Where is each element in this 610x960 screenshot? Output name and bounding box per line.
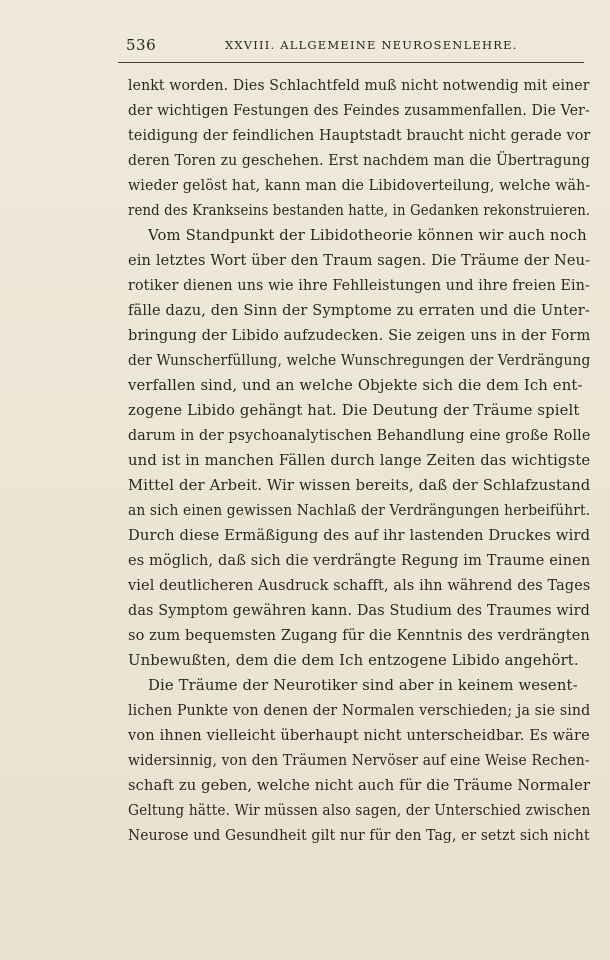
text-line: schaft zu geben, welche nicht auch für die Träume Normaler [128, 777, 591, 794]
text-line: es möglich, daß sich die verdrängte Regung im Traume einen [128, 552, 591, 569]
text-line: das Symptom gewähren kann. Das Studium des Traumes wird [128, 602, 590, 619]
text-line: der wichtigen Festungen des Feindes zusammenfallen. Die Ver- [128, 102, 590, 119]
text-line: darum in der psychoanalytischen Behandlung eine große Rolle [128, 427, 591, 444]
text-line: Durch diese Ermäßigung des auf ihr lastenden Druckes wird [128, 527, 591, 544]
text-line: und ist in manchen Fällen durch lange Zeiten das wichtigste [128, 452, 591, 469]
text-line: Die Träume der Neurotiker sind aber in keinem wesent- [148, 677, 578, 694]
text-line: teidigung der feindlichen Hauptstadt braucht nicht gerade vor [128, 127, 591, 144]
text-line: rend des Krankseins bestanden hatte, in Gedanken rekonstruieren. [128, 202, 591, 219]
text-line: wieder gelöst hat, kann man die Libidoverteilung, welche wäh- [128, 177, 591, 194]
text-line: viel deutlicheren Ausdruck schafft, als ihn während des Tages [128, 577, 591, 594]
page-header [120, 36, 582, 60]
text-line: Vom Standpunkt der Libidotheorie können wir auch noch [148, 227, 587, 244]
text-line: Neurose und Gesundheit gilt nur für den Tag, er setzt sich nicht [128, 827, 590, 844]
text-line: rotiker dienen uns wie ihre Fehlleistungen und ihre freien Ein- [128, 277, 591, 294]
text-line: lichen Punkte von denen der Normalen verschieden; ja sie sind [128, 702, 591, 719]
text-line: deren Toren zu geschehen. Erst nachdem man die Übertragung [128, 152, 590, 169]
running-head: XXVIII. ALLGEMEINE NEUROSENLEHRE. [225, 38, 518, 52]
text-line: so zum bequemsten Zugang für die Kenntnis des verdrängten [128, 627, 590, 644]
text-line: widersinnig, von den Träumen Nervöser auf eine Weise Rechen- [128, 752, 590, 769]
text-line: zogene Libido gehängt hat. Die Deutung der Träume spielt [128, 402, 580, 419]
text-line: bringung der Libido aufzudecken. Sie zeigen uns in der Form [128, 327, 591, 344]
text-line: fälle dazu, den Sinn der Symptome zu erraten und die Unter- [128, 302, 590, 319]
text-line: verfallen sind, und an welche Objekte sich die dem Ich ent- [128, 377, 583, 394]
text-line: ein letztes Wort über den Traum sagen. Die Träume der Neu- [128, 252, 591, 269]
text-line: Geltung hätte. Wir müssen also sagen, der Unterschied zwischen [128, 802, 591, 819]
text-line: von ihnen vielleicht überhaupt nicht unterscheidbar. Es wäre [128, 727, 590, 744]
text-line: der Wunscherfüllung, welche Wunschregungen der Verdrängung [128, 352, 591, 369]
text-line: Mittel der Arbeit. Wir wissen bereits, daß der Schlafzustand [128, 477, 591, 494]
text-line: an sich einen gewissen Nachlaß der Verdrängungen herbeiführt. [128, 502, 591, 519]
text-line: lenkt worden. Dies Schlachtfeld muß nicht notwendig mit einer [128, 77, 590, 94]
page-number: 536 [126, 36, 157, 54]
header-rule [118, 62, 584, 63]
text-line: Unbewußten, dem die dem Ich entzogene Libido angehört. [128, 652, 579, 669]
